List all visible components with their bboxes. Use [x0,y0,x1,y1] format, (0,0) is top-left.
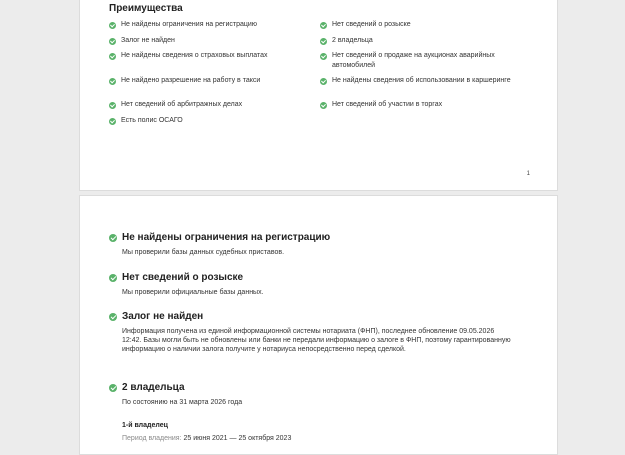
advantage-text: Залог не найден [121,37,175,44]
check-icon [109,38,116,45]
advantage-text: Нет сведений об участии в торгах [332,101,443,108]
report-section [109,311,529,354]
report-section [109,232,529,257]
section-title: 2 владельца [122,382,185,393]
section-description: Мы проверили базы данных судебных приставов. [122,249,285,256]
advantage-item [109,100,306,110]
owner-period-label: Период владения: [122,435,182,442]
check-icon [109,313,117,321]
advantage-item [109,76,306,86]
check-icon [109,53,116,60]
section-title: Нет сведений о розыске [122,272,244,283]
advantage-text: Есть полис ОСАГО [121,117,183,124]
advantage-item [320,20,517,30]
check-icon [320,53,327,60]
check-icon [109,274,117,282]
owner-period-value: 25 июня 2021 — 25 октября 2023 [183,435,292,442]
advantage-text: Не найдены сведения об использовании в каршеринге [332,77,511,84]
advantage-item [109,36,306,46]
check-icon [109,78,116,85]
check-icon [320,78,327,85]
advantage-item [320,100,517,110]
advantage-item [320,76,517,86]
advantage-text: Не найдены ограничения на регистрацию [121,21,258,28]
check-icon [109,102,116,109]
section-title: Залог не найден [122,311,204,322]
check-icon [320,102,327,109]
advantage-item [109,116,306,126]
check-icon [109,384,117,392]
section-description: По состоянию на 31 марта 2026 года [122,399,243,406]
advantage-item [320,36,517,46]
owner-heading: 1-й владелец [122,422,168,429]
advantage-text: Нет сведений об арбитражных делах [121,101,243,108]
advantage-item [320,51,517,71]
advantages-title: Преимущества [109,3,183,14]
page-number: 1 [526,171,530,177]
section-description: Мы проверили официальные базы данных. [122,289,264,296]
section-description: Информация получена из единой информационной системы нотариата (ФНП), последнее обновление 09.05.2026 12:42. Базы могли быть не обновлены или банки не передали информацию о залоге в ФНП, поэтому гарантированную информацию о наличии залога получите у нотариуса непосредственно перед сделкой. [122,328,511,353]
report-section [109,272,529,297]
check-icon [320,22,327,29]
check-icon [109,118,116,125]
check-icon [320,38,327,45]
report-section [109,382,529,407]
advantage-text: 2 владельца [332,37,373,44]
advantage-text: Нет сведений о розыске [332,21,411,28]
report-page-1 [79,0,558,191]
report-page-2 [79,195,558,455]
advantage-text: Не найдено разрешение на работу в такси [121,77,261,84]
advantage-item [109,51,306,61]
advantage-text: Не найдены сведения о страховых выплатах [121,52,268,59]
check-icon [109,22,116,29]
owner-period [122,435,291,442]
advantage-text: Нет сведений о продаже на аукционах аварийных автомобилей [332,52,495,69]
advantage-item [109,20,306,30]
check-icon [109,234,117,242]
section-title: Не найдены ограничения на регистрацию [122,232,331,243]
